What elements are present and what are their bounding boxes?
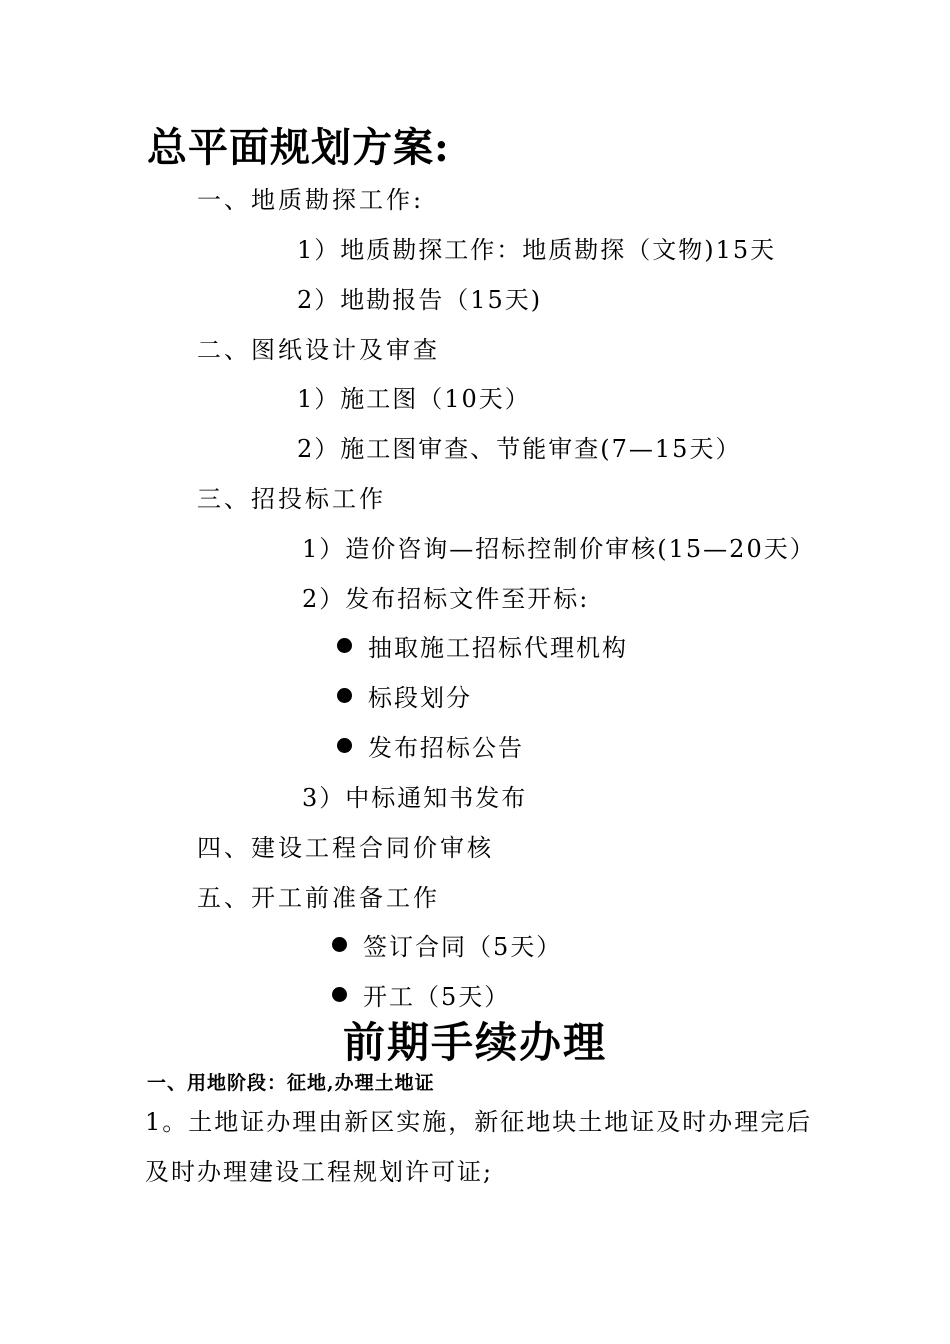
- section-1-item-1: 1）地质勘探工作：地质勘探（文物)15天: [297, 236, 777, 264]
- bullet-text: 发布招标公告: [368, 734, 524, 762]
- section-3-item-3: 3）中标通知书发布: [302, 784, 528, 812]
- bullet-dot-icon: [332, 937, 347, 952]
- bullet-dot-icon: [332, 987, 347, 1002]
- bullet-text: 签订合同（5天）: [363, 933, 563, 961]
- paragraph-line-2: 及时办理建设工程规划许可证;: [145, 1158, 494, 1186]
- section-heading-5: 五、开工前准备工作: [197, 884, 440, 912]
- page-title: 总平面规划方案:: [147, 124, 450, 171]
- section-3-bullet-1: [337, 636, 628, 660]
- section-2-item-2: 2）施工图审查、节能审查(7—15天）: [297, 435, 742, 463]
- section-3-bullet-3: [337, 736, 524, 760]
- section-3-item-1: 1）造价咨询—招标控制价审核(15—20天）: [302, 535, 816, 563]
- section-heading-1: 一、地质勘探工作:: [197, 186, 425, 214]
- bullet-dot-icon: [337, 638, 352, 653]
- subheading: 一、用地阶段：征地,办理土地证: [147, 1072, 435, 1094]
- section-5-bullet-1: [332, 935, 562, 959]
- section-heading-3: 三、招投标工作: [197, 485, 386, 513]
- section-1-item-2: 2）地勘报告（15天): [297, 286, 543, 314]
- section-heading-2: 二、图纸设计及审查: [197, 336, 440, 364]
- bullet-text: 抽取施工招标代理机构: [368, 634, 628, 662]
- section-3-item-2: 2）发布招标文件至开标:: [302, 585, 590, 613]
- second-title: 前期手续办理: [342, 1018, 607, 1067]
- paragraph-line-1: 1。土地证办理由新区实施，新征地块土地证及时办理完后: [145, 1108, 813, 1136]
- bullet-text: 开工（5天）: [363, 983, 511, 1011]
- section-3-bullet-2: [337, 686, 472, 710]
- bullet-dot-icon: [337, 688, 352, 703]
- bullet-dot-icon: [337, 738, 352, 753]
- section-2-item-1: 1）施工图（10天）: [297, 385, 531, 413]
- bullet-text: 标段划分: [368, 684, 472, 712]
- section-heading-4: 四、建设工程合同价审核: [197, 834, 494, 862]
- section-5-bullet-2: [332, 985, 510, 1009]
